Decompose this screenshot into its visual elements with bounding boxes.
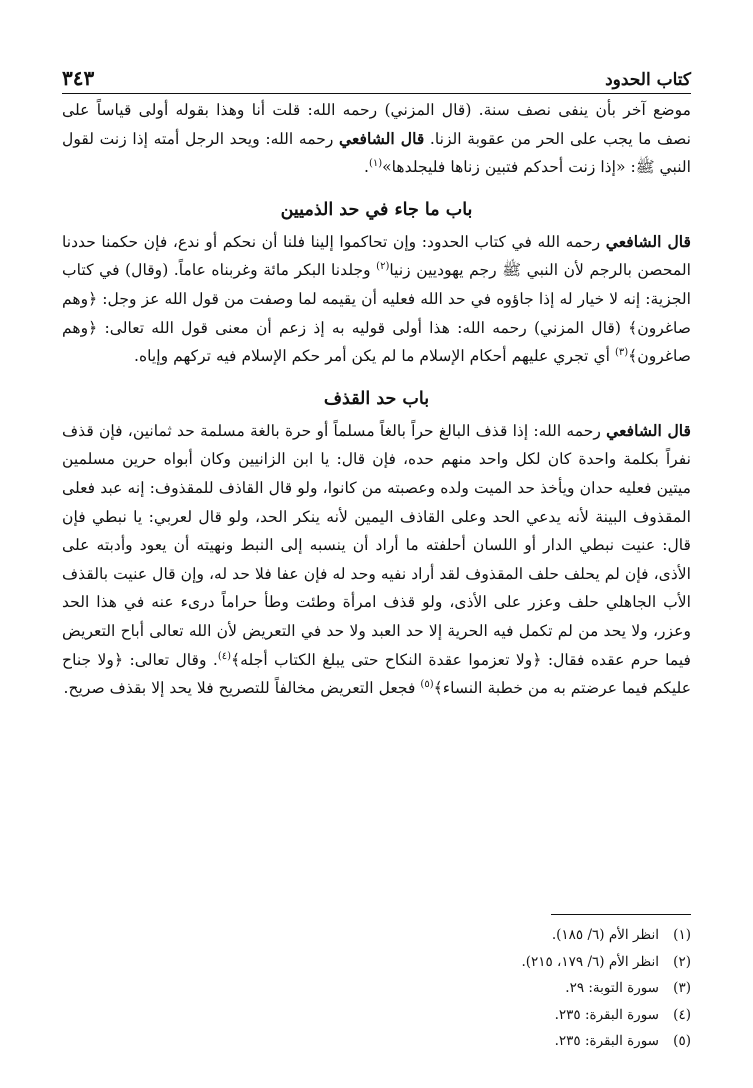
paragraph-2-text-c: أي تجري عليهم أحكام الإسلام ما لم يكن أمر حكم الإسلام فيه تركهم وإياه.: [134, 347, 615, 366]
speaker-shafii: قال الشافعي: [605, 231, 691, 251]
footnote-number: (٢): [673, 953, 691, 970]
footnote-ref-5: (٥): [420, 678, 434, 690]
footnote: [291, 949, 691, 976]
paragraph-3: [62, 417, 691, 703]
footnote-number: (١): [673, 927, 691, 943]
footnote-number: (٣): [673, 980, 691, 996]
paragraph-2-text-a: رحمه الله في كتاب الحدود: وإن تحاكموا إلينا فلنا أن نحكم أو ندع، فإن حكمنا حددنا المحصن بالرجم لأن النبي ﷺ رجم يهوديين زنيا: [62, 232, 691, 280]
speaker-shafii: قال الشافعي: [606, 420, 692, 440]
main-text: [62, 96, 691, 703]
paragraph-1: [62, 96, 691, 182]
footnote-text: انظر الأم (٦/ ١٧٩، ٢١٥).: [521, 953, 659, 970]
page-number: ٣٤٣: [62, 66, 95, 90]
paragraph-2-text-b: وجلدنا البكر مائة وغربناه عاماً. (وقال) في كتاب الجزية: إنه لا خيار له إذا جاؤوه في حد الله فعليه أن يقيمه لما وصفت من قول الله عز وجل: ﴿وهم صاغرون﴾ (قال المزني) رحمه الله: هذا أولى قوليه به إذ زعم أن معنى قول الله تعالى: ﴿وهم صاغرون﴾: [62, 261, 691, 366]
footnote: [291, 922, 691, 949]
footnotes: [291, 922, 691, 1055]
paragraph-1-text-c: .: [363, 158, 369, 177]
footnote-text: سورة البقرة: ٢٣٥.: [554, 1033, 659, 1049]
paragraph-3-text-c: فجعل التعريض مخالفاً للتصريح فلا يحد إلا بقذف صريح.: [63, 679, 421, 698]
footnote: [291, 1028, 691, 1055]
footnote-ref-2: (٢): [376, 261, 390, 273]
paragraph-1-text-b: رحمه الله: ويحد الرجل أمته إذا زنت لقول النبي ﷺ: «إذا زنت أحدكم فتبين زناها فليجلدها»: [62, 129, 691, 177]
footnote-ref-3: (٣): [614, 346, 629, 358]
footnote-text: سورة التوبة: ٢٩.: [565, 980, 659, 996]
footnote: [291, 1002, 691, 1029]
footnote-separator: [551, 914, 691, 915]
speaker-shafii: قال الشافعي: [338, 128, 425, 148]
footnote: [291, 975, 691, 1002]
paragraph-3-text-a: رحمه الله: إذا قذف البالغ حراً بالغاً مسلماً أو حرة بالغة مسلمة حد ثمانين، فإن قذف نفراً بكلمة واحدة كان لكل واحد منهم حده، فإن قال: يا ابن الزانيين وكان أبواه حرين مسلمين ميتين فعليه حدان ويأخذ حد الميت ولده وعصبته من كانوا، ولو قال القاذف للمقذوف: إنه عبد فعلى المقذوف البينة لأنه يدعي الحد وعلى القاذف اليمين لأنه ينكر الحد، ولو قال لعربي: يا نبطي فإن قال: عنيت نبطي الدار أو اللسان أحلفته ما أراد أن ينسبه إلى النبط ونهيته أن يعود وأدبته على الأذى، فإن لم يحلف حلف المقذوف لقد أراد نفيه وحد له فإن عفا فلا حد له، وإن قال عنيت بالقذف الأب الجاهلي حلف وعزر على الأذى، ولو قذف امرأة وطئت وطأ حراماً درىء عنه في هذا الحد وعزر، ولا يحد من لم تكمل فيه الحرية إلا حد العبد ولا حد في التعريض لأن الله تعالى أباح التعريض فيما حرم عقده فقال: ﴿ولا تعزموا عقدة النكاح حتى يبلغ الكتاب أجله﴾: [62, 421, 691, 669]
paragraph-3-text-b: . وقال تعالى: ﴿ولا جناح عليكم فيما عرضتم به من خطبة النساء﴾: [62, 650, 691, 698]
footnote-number: (٥): [673, 1033, 691, 1049]
footnote-ref-1: (١): [368, 158, 383, 169]
book-title: كتاب الحدود: [605, 70, 691, 90]
running-header: [62, 54, 691, 94]
paragraph-2: [62, 228, 691, 371]
footnote-text: سورة البقرة: ٢٣٥.: [554, 1006, 659, 1023]
footnote-text: انظر الأم (٦/ ١٨٥).: [551, 927, 659, 943]
paragraph-1-text-a: موضع آخر بأن ينفى نصف سنة. (قال المزني) رحمه الله: قلت أنا وهذا بقوله أولى قياساً على نصف ما يجب على الحر من عقوبة الزنا.: [62, 101, 692, 148]
section-heading-dhimmis: باب ما جاء في حد الذميين: [280, 199, 473, 220]
section-heading-qadhf: باب حد القذف: [323, 388, 430, 409]
footnote-number: (٤): [673, 1006, 691, 1023]
footnote-ref-4: (٤): [217, 650, 232, 662]
